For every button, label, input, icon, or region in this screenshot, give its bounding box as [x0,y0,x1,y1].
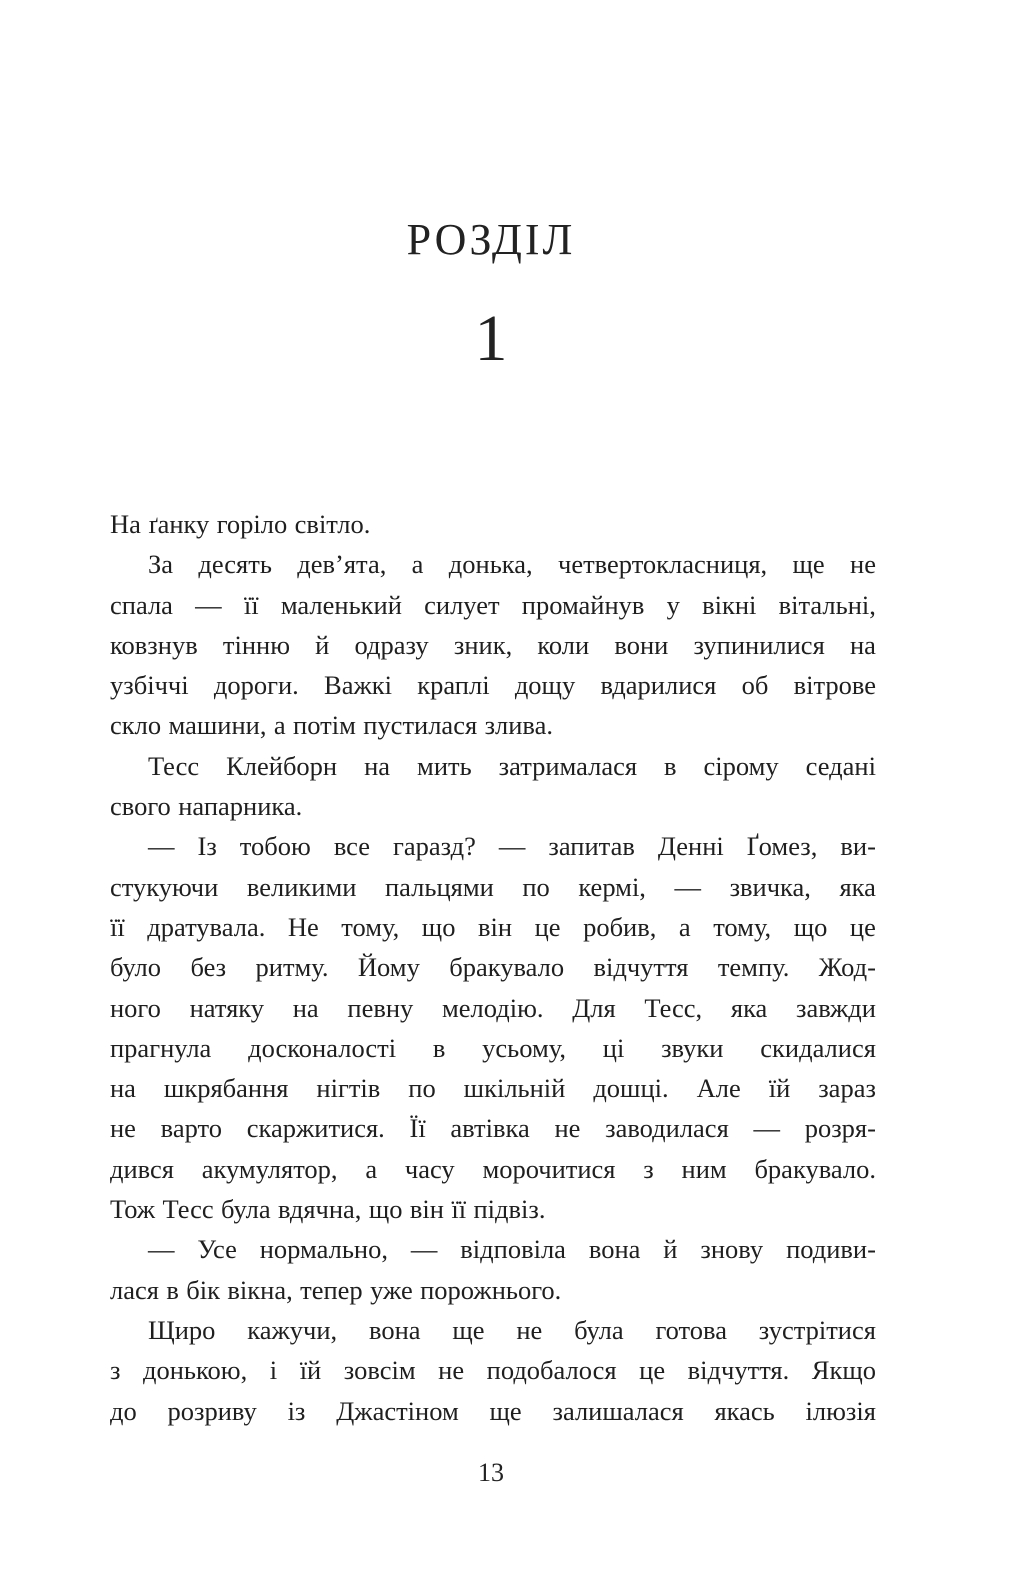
text-line: її дратувала. Не тому, що він це робив, а тому, що це [110,911,876,942]
text-line: дився акумулятор, а часу морочитися з ним бракувало. [110,1153,876,1184]
text-line: Тож Тесс була вдячна, що він її підвіз. [110,1194,546,1225]
text-line: На ґанку горіло світло. [110,509,371,539]
text-line: не варто скаржитися. Її автівка не заводилася — розря- [110,1113,876,1144]
text-line: свого напарника. [110,791,303,822]
text-line: прагнула досконалості в усьому, ці звуки скидалися [110,1032,876,1063]
chapter-label: РОЗДІЛ [406,215,576,264]
text-line: стукуючи великими пальцями по кермі, — звичка, яка [110,871,876,902]
text-line: скло машини, а потім пустилася злива. [110,710,553,741]
page-number: 13 [478,1458,504,1487]
text-line: ковзнув тінню й одразу зник, коли вони зупинилися на [110,629,876,660]
text-line: з донькою, і їй зовсім не подобалося це відчуття. Якщо [110,1355,876,1386]
text-line: було без ритму. Йому бракувало відчуття темпу. Жод- [110,952,876,983]
text-line: на шкрябання нігтів по шкільній дошці. Але їй зараз [110,1073,876,1104]
text-line: За десять дев’ята, а донька, четвертокласниця, ще не [148,549,876,580]
chapter-body-text [110,504,876,1431]
text-line: Тесс Клейборн на мить затрималася в сірому седані [148,750,876,781]
text-line: ного натяку на певну мелодію. Для Тесс, яка завжди [110,992,876,1023]
text-line: до розриву із Джастіном ще залишалася якась ілюзія [110,1395,876,1426]
text-line: лася в бік вікна, тепер уже порожнього. [110,1274,562,1305]
text-line: — Усе нормально, — відповіла вона й знову подиви- [148,1234,876,1265]
text-line: — Із тобою все гаразд? — запитав Денні Ґомез, ви- [148,831,876,862]
text-line: узбіччі дороги. Важкі краплі дощу вдарилися об вітрове [110,670,876,701]
text-line: Щиро кажучи, вона ще не була готова зустрітися [148,1314,876,1345]
chapter-number: 1 [474,302,508,375]
text-line: спала — її маленький силует промайнув у вікні вітальні, [110,589,876,620]
